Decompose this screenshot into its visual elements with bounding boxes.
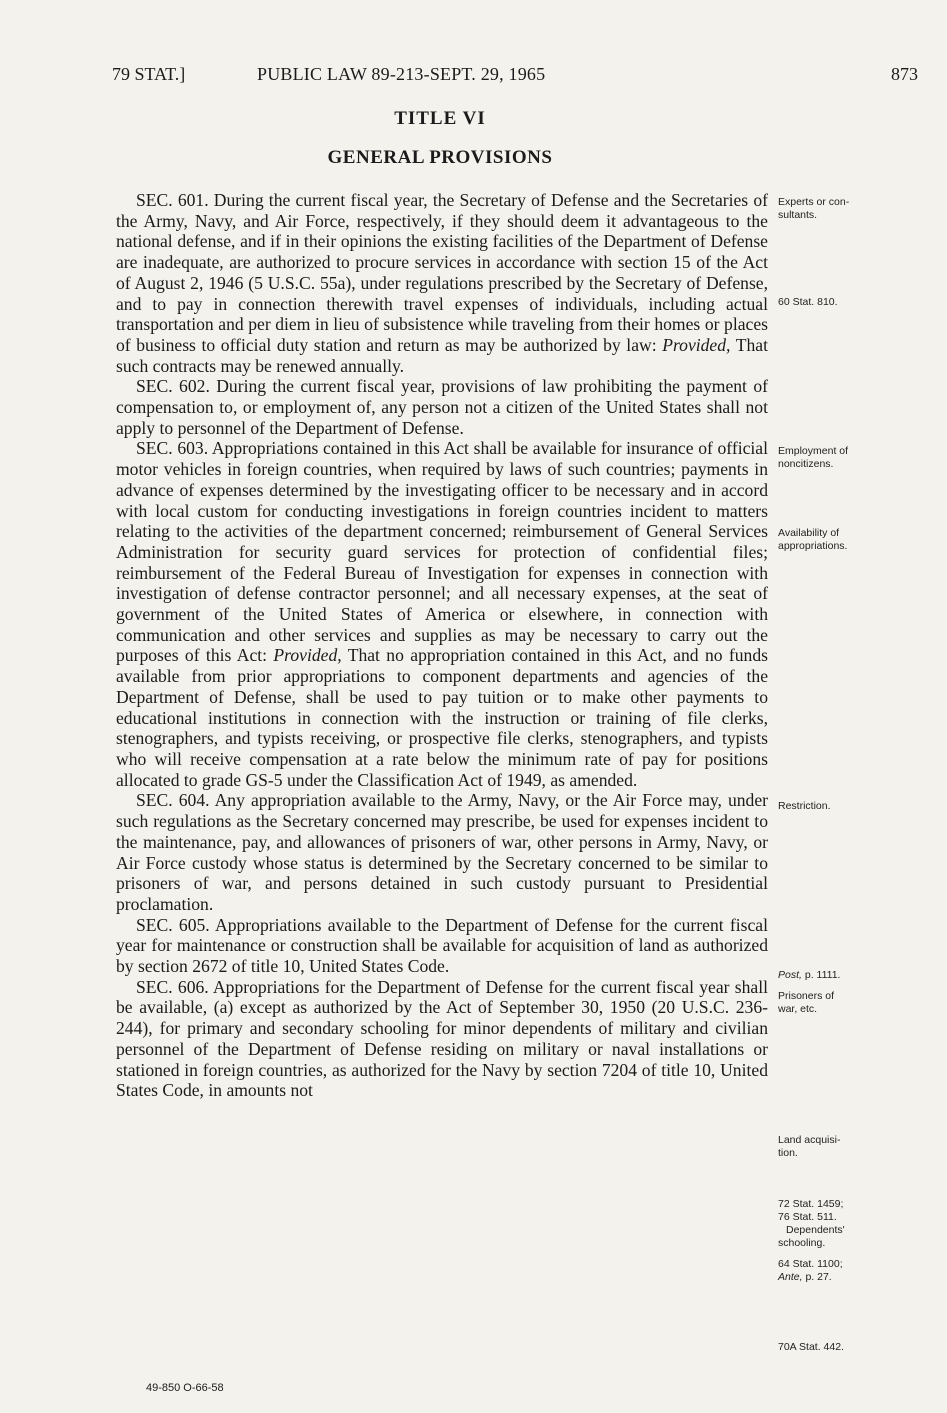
section-text-cont: That no appropriation contained in this Act, and no funds available from prior appropriations to component departments and agencies of the Department of Defense, shall be used to pay tuition or to make other payments to educational institutions in connection with the instruction or training of file clerks, stenographers, and typists receiving, or prospective file clerks, stenographers, and typists who will receive compensation at a rate below the minimum rate of pay for positions allocated to grade GS-5 under the Classification Act of 1949, as amended. <box>116 645 768 790</box>
section-text: During the current fiscal year, provisions of law prohibiting the payment of compensation to, or employment of, any person not a citizen of the United States shall not apply to personnel of the Department of Defense. <box>116 376 768 438</box>
section-label: SEC. 602. <box>136 376 210 397</box>
sidenote-stat-64: 64 Stat. 1100; Ante, p. 27. <box>778 1258 843 1283</box>
section-602 <box>116 376 768 438</box>
section-text: Appropriations available to the Department of Defense for the current fiscal year for maintenance or construction shall be available for acquisition of land as authorized by section 2672 of title 10, United States Code. <box>116 914 769 977</box>
section-text: Appropriations for the Department of Defense for the current fiscal year shall be available, (a) except as authorized by the Act of September 30, 1950 (20 U.S.C. 236-244), for primary and secondary schooling for minor dependents of military and civilian personnel of the Department of Defense residing on military or naval installations or stationed in foreign countries, as authorized for the Navy by section 7204 of title 10, United States Code, in amounts not <box>116 976 768 1101</box>
section-text: Appropriations contained in this Act shall be available for insurance of official motor vehicles in foreign countries, when required by laws of such countries; payments in advance of expenses determined by the investigating officer to be necessary and in accord with local custom for conducting investigations in foreign countries incident to matters relating to the activities of the department concerned; reimbursement of General Services Administration for security guard services for protection of confidential files; reimbursement of the Federal Bureau of Investigation for expenses in connection with investigation of defense contractor personnel; and all necessary expenses, at the seat of government of the United States of America or elsewhere, in connection with communication and other services and supplies as may be necessary to carry out the purposes of this Act: <box>116 438 768 666</box>
section-label: SEC. 605. <box>136 914 210 935</box>
sidenote-employment: Employment of noncitizens. <box>778 445 849 470</box>
section-601 <box>116 190 768 376</box>
sidenote-restriction: Restriction. <box>778 800 831 812</box>
running-head: PUBLIC LAW 89-213-SEPT. 29, 1965 <box>257 64 546 84</box>
section-text-cont: That such contracts may be renewed annually. <box>116 334 768 376</box>
section-604 <box>116 790 768 914</box>
title-heading: TITLE VI <box>394 108 486 129</box>
sidenote-stat-60: 60 Stat. 810. <box>778 296 838 308</box>
section-label: SEC. 601. <box>136 190 209 210</box>
sidenote-stat-70a: 70A Stat. 442. <box>778 1341 844 1353</box>
section-text: During the current fiscal year, the Secretary of Defense and the Secretaries of the Army, Navy, and Air Force, respectively, if they should deem it advantageous to the national defense, and if in their opinions the existing facilities of the Department of Defense are inadequate, are authorized to procure services in accordance with section 15 of the Act of August 2, 1946 (5 U.S.C. 55a), under regulations prescribed by the Secretary of Defense, and to pay in connection therewith travel expenses of individuals, including actual transportation and per diem in lieu of subsistence while traveling from their homes or places of business to official duty station and return as may be authorized by law: <box>116 190 768 355</box>
section-605 <box>116 915 768 977</box>
sidenote-post: Post, p. 1111. <box>778 969 841 981</box>
sidenote-availability: Availability of appropriations. <box>778 527 848 552</box>
section-label: SEC. 604. <box>136 790 210 811</box>
sidenote-stat-72-76: 72 Stat. 1459; 76 Stat. 511. Dependents' schooling. <box>778 1198 845 1249</box>
section-label: SEC. 606. <box>136 976 209 997</box>
section-text: Any appropriation available to the Army, Navy, or the Air Force may, under such regulations as the Secretary concerned may prescribe, be used for expenses incident to the maintenance, pay, and allowances of prisoners of war, other persons in Army, Navy, or Air Force custody whose status is determined by the Secretary concerned to be similar to prisoners of war, and persons detained in such custody pursuant to Presidential proclamation. <box>116 790 768 914</box>
body-text <box>116 190 768 1101</box>
provided-italic: Provided, <box>273 645 342 666</box>
page-number: 873 <box>891 64 918 84</box>
sidenote-prisoners: Prisoners of war, etc. <box>778 990 835 1015</box>
section-603 <box>116 438 768 790</box>
page-header <box>112 64 918 86</box>
section-606 <box>116 977 768 1101</box>
print-code-footer: 49-850 O-66-58 <box>146 1382 224 1394</box>
sidenote-experts: Experts or con- sultants. <box>778 196 850 221</box>
subtitle-heading: GENERAL PROVISIONS <box>327 147 553 168</box>
section-label: SEC. 603. <box>136 438 209 459</box>
sidenote-land: Land acquisi- tion. <box>778 1134 841 1159</box>
provided-italic: Provided, <box>662 334 731 355</box>
statute-volume: 79 STAT.] <box>112 64 186 84</box>
